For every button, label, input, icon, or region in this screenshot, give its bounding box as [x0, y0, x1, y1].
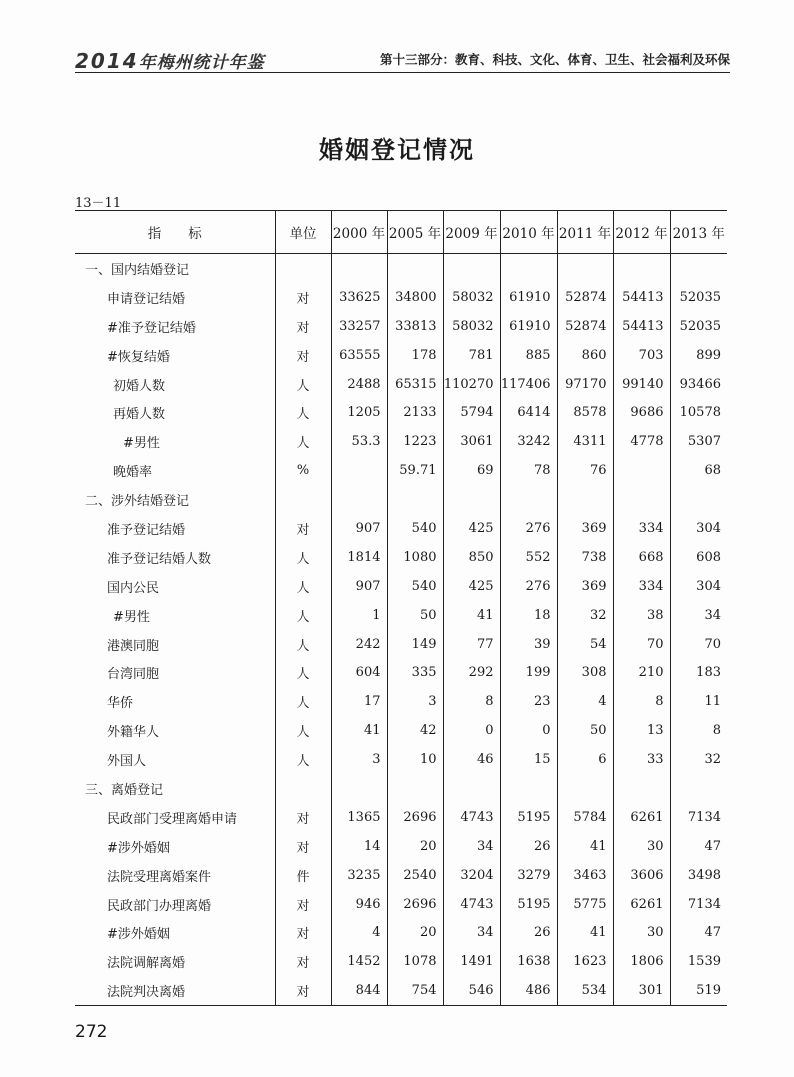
- value-cell: 10: [387, 745, 443, 774]
- value-cell: 50: [387, 601, 443, 630]
- value-cell: [331, 254, 387, 283]
- indicator-cell: #男性: [113, 609, 150, 625]
- table-row: [75, 370, 727, 399]
- unit-cell: 人: [275, 370, 331, 399]
- value-cell: [613, 254, 670, 283]
- table-row: [75, 832, 727, 861]
- indicator-cell: 法院判决离婚: [75, 976, 275, 1005]
- value-cell: 11: [670, 687, 727, 716]
- value-cell: 3: [331, 745, 387, 774]
- value-cell: 26: [500, 832, 557, 861]
- value-cell: 7134: [670, 890, 727, 919]
- page-header: [75, 48, 730, 73]
- unit-cell: 人: [275, 687, 331, 716]
- value-cell: 10578: [670, 398, 727, 427]
- table-row: [75, 716, 727, 745]
- unit-cell: 对: [275, 341, 331, 370]
- value-cell: 6414: [500, 398, 557, 427]
- unit-cell: [275, 254, 331, 283]
- value-cell: 304: [670, 572, 727, 601]
- value-cell: 1623: [557, 947, 613, 976]
- value-cell: 58032: [443, 312, 500, 341]
- value-cell: 14: [331, 832, 387, 861]
- value-cell: 61910: [500, 312, 557, 341]
- value-cell: [613, 774, 670, 803]
- value-cell: 1078: [387, 947, 443, 976]
- col-header-indicator: 指 标: [75, 211, 275, 254]
- value-cell: [443, 485, 500, 514]
- value-cell: 292: [443, 658, 500, 687]
- table-section-row: [75, 774, 727, 803]
- value-cell: 8: [670, 716, 727, 745]
- value-cell: 1365: [331, 803, 387, 832]
- value-cell: 608: [670, 543, 727, 572]
- value-cell: 4743: [443, 890, 500, 919]
- value-cell: 308: [557, 658, 613, 687]
- col-header-2005: 2005 年: [387, 211, 443, 254]
- value-cell: 33625: [331, 283, 387, 312]
- table-row: [75, 312, 727, 341]
- value-cell: 276: [500, 514, 557, 543]
- table-row: [75, 456, 727, 485]
- value-cell: 9686: [613, 398, 670, 427]
- value-cell: 552: [500, 543, 557, 572]
- value-cell: 946: [331, 890, 387, 919]
- table-row: [75, 630, 727, 659]
- value-cell: 17: [331, 687, 387, 716]
- value-cell: 33813: [387, 312, 443, 341]
- value-cell: 30: [613, 918, 670, 947]
- unit-cell: 对: [275, 947, 331, 976]
- value-cell: 1814: [331, 543, 387, 572]
- value-cell: 604: [331, 658, 387, 687]
- indicator-cell: 法院受理离婚案件: [107, 869, 212, 885]
- value-cell: [500, 254, 557, 283]
- unit-cell: 对: [275, 312, 331, 341]
- indicator-cell: 二、涉外结婚登记: [85, 494, 190, 510]
- value-cell: 52035: [670, 312, 727, 341]
- value-cell: 844: [331, 976, 387, 1005]
- value-cell: 77: [443, 630, 500, 659]
- value-cell: 907: [331, 572, 387, 601]
- value-cell: 242: [331, 630, 387, 659]
- value-cell: 5307: [670, 427, 727, 456]
- col-header-2011: 2011 年: [557, 211, 613, 254]
- value-cell: 183: [670, 658, 727, 687]
- value-cell: 4778: [613, 427, 670, 456]
- table-row: [75, 341, 727, 370]
- value-cell: 2696: [387, 890, 443, 919]
- indicator-cell: #男性: [123, 436, 160, 452]
- value-cell: 20: [387, 918, 443, 947]
- value-cell: 5775: [557, 890, 613, 919]
- unit-cell: %: [275, 456, 331, 485]
- value-cell: 3061: [443, 427, 500, 456]
- unit-cell: 对: [275, 918, 331, 947]
- value-cell: 276: [500, 572, 557, 601]
- unit-cell: 对: [275, 283, 331, 312]
- table-row: [75, 427, 727, 456]
- value-cell: 6261: [613, 890, 670, 919]
- value-cell: [387, 485, 443, 514]
- value-cell: 70: [613, 630, 670, 659]
- indicator-cell: #涉外婚姻: [107, 927, 170, 943]
- value-cell: 1223: [387, 427, 443, 456]
- table-row: [75, 918, 727, 947]
- value-cell: 97170: [557, 370, 613, 399]
- indicator-cell: 港澳同胞: [107, 638, 160, 654]
- indicator-cell: 初婚人数: [113, 378, 166, 394]
- table-row: [75, 658, 727, 687]
- indicator-cell: 晚婚率: [113, 465, 153, 481]
- unit-cell: 人: [275, 427, 331, 456]
- value-cell: [613, 456, 670, 485]
- unit-cell: 人: [275, 630, 331, 659]
- value-cell: 7134: [670, 803, 727, 832]
- value-cell: 1080: [387, 543, 443, 572]
- table-row: [75, 543, 727, 572]
- value-cell: 52035: [670, 283, 727, 312]
- value-cell: 52874: [557, 312, 613, 341]
- value-cell: 93466: [670, 370, 727, 399]
- unit-cell: 对: [275, 514, 331, 543]
- value-cell: 61910: [500, 283, 557, 312]
- value-cell: 63555: [331, 341, 387, 370]
- value-cell: 5195: [500, 890, 557, 919]
- value-cell: 3498: [670, 861, 727, 890]
- indicator-cell: #涉外婚姻: [107, 840, 170, 856]
- table-row: [75, 947, 727, 976]
- value-cell: 781: [443, 341, 500, 370]
- page-title: 婚姻登记情况: [319, 135, 475, 164]
- value-cell: 33257: [331, 312, 387, 341]
- value-cell: 47: [670, 832, 727, 861]
- value-cell: 69: [443, 456, 500, 485]
- col-header-unit: 单位: [275, 211, 331, 254]
- value-cell: 41: [557, 832, 613, 861]
- value-cell: [670, 485, 727, 514]
- value-cell: 8: [443, 687, 500, 716]
- value-cell: [443, 254, 500, 283]
- value-cell: [500, 774, 557, 803]
- value-cell: 4311: [557, 427, 613, 456]
- indicator-cell: #恢复结婚: [107, 349, 170, 365]
- value-cell: 54: [557, 630, 613, 659]
- value-cell: 3463: [557, 861, 613, 890]
- value-cell: 907: [331, 514, 387, 543]
- value-cell: 738: [557, 543, 613, 572]
- value-cell: [387, 774, 443, 803]
- col-header-2013: 2013 年: [670, 211, 727, 254]
- indicator-cell: 民政部门受理离婚申请: [107, 811, 238, 827]
- value-cell: 41: [331, 716, 387, 745]
- value-cell: 149: [387, 630, 443, 659]
- unit-cell: 人: [275, 601, 331, 630]
- value-cell: 15: [500, 745, 557, 774]
- unit-cell: 对: [275, 890, 331, 919]
- value-cell: 334: [613, 572, 670, 601]
- value-cell: 38: [613, 601, 670, 630]
- value-cell: 34800: [387, 283, 443, 312]
- value-cell: 0: [443, 716, 500, 745]
- table-row: [75, 890, 727, 919]
- value-cell: 0: [500, 716, 557, 745]
- value-cell: 3279: [500, 861, 557, 890]
- value-cell: [443, 774, 500, 803]
- table-row: [75, 976, 727, 1005]
- value-cell: 486: [500, 976, 557, 1005]
- value-cell: 1806: [613, 947, 670, 976]
- value-cell: 519: [670, 976, 727, 1005]
- value-cell: 54413: [613, 312, 670, 341]
- value-cell: 2696: [387, 803, 443, 832]
- value-cell: 32: [670, 745, 727, 774]
- value-cell: [331, 485, 387, 514]
- value-cell: 34: [443, 832, 500, 861]
- value-cell: 5195: [500, 803, 557, 832]
- indicator-cell: 再婚人数: [113, 407, 166, 423]
- value-cell: 369: [557, 514, 613, 543]
- value-cell: 301: [613, 976, 670, 1005]
- value-cell: 54413: [613, 283, 670, 312]
- unit-cell: 件: [275, 861, 331, 890]
- value-cell: 26: [500, 918, 557, 947]
- value-cell: 47: [670, 918, 727, 947]
- yearbook-name: 年梅州统计年鉴: [138, 53, 265, 73]
- table-row: [75, 572, 727, 601]
- unit-cell: 人: [275, 572, 331, 601]
- value-cell: 304: [670, 514, 727, 543]
- value-cell: 8578: [557, 398, 613, 427]
- value-cell: 78: [500, 456, 557, 485]
- value-cell: [670, 774, 727, 803]
- indicator-cell: 台湾同胞: [107, 667, 160, 683]
- value-cell: 6: [557, 745, 613, 774]
- col-header-2010: 2010 年: [500, 211, 557, 254]
- indicator-cell: 外国人: [107, 754, 147, 770]
- value-cell: 3606: [613, 861, 670, 890]
- value-cell: [557, 485, 613, 514]
- value-cell: 369: [557, 572, 613, 601]
- table-row: [75, 398, 727, 427]
- unit-cell: 人: [275, 716, 331, 745]
- value-cell: 1638: [500, 947, 557, 976]
- value-cell: 5794: [443, 398, 500, 427]
- unit-cell: 人: [275, 658, 331, 687]
- value-cell: 53.3: [331, 427, 387, 456]
- marriage-registration-table: [75, 210, 727, 1006]
- unit-cell: 人: [275, 543, 331, 572]
- value-cell: 42: [387, 716, 443, 745]
- value-cell: 1452: [331, 947, 387, 976]
- yearbook-year: 2014: [75, 49, 139, 73]
- value-cell: 3242: [500, 427, 557, 456]
- value-cell: 59.71: [387, 456, 443, 485]
- value-cell: 2133: [387, 398, 443, 427]
- value-cell: 110270: [443, 370, 500, 399]
- value-cell: 1539: [670, 947, 727, 976]
- indicator-cell: 民政部门办理离婚: [107, 898, 212, 914]
- value-cell: 754: [387, 976, 443, 1005]
- unit-cell: 人: [275, 745, 331, 774]
- value-cell: 70: [670, 630, 727, 659]
- value-cell: [557, 774, 613, 803]
- value-cell: 41: [557, 918, 613, 947]
- table-row: [75, 687, 727, 716]
- unit-cell: [275, 485, 331, 514]
- value-cell: 3: [387, 687, 443, 716]
- unit-cell: [275, 774, 331, 803]
- unit-cell: 人: [275, 398, 331, 427]
- table-row: [75, 803, 727, 832]
- value-cell: 860: [557, 341, 613, 370]
- page-number: 272: [75, 1022, 108, 1042]
- unit-cell: 对: [275, 976, 331, 1005]
- value-cell: 8: [613, 687, 670, 716]
- col-header-2012: 2012 年: [613, 211, 670, 254]
- indicator-cell: #准予登记结婚: [107, 320, 196, 336]
- table-header-row: [75, 211, 727, 254]
- value-cell: 58032: [443, 283, 500, 312]
- value-cell: 546: [443, 976, 500, 1005]
- value-cell: 117406: [500, 370, 557, 399]
- value-cell: 2540: [387, 861, 443, 890]
- indicator-cell: 三、离婚登记: [85, 782, 164, 798]
- value-cell: 34: [443, 918, 500, 947]
- value-cell: 52874: [557, 283, 613, 312]
- value-cell: [557, 254, 613, 283]
- section-title: 第十三部分：教育、科技、文化、体育、卫生、社会福利及环保: [379, 52, 730, 67]
- value-cell: 20: [387, 832, 443, 861]
- value-cell: 39: [500, 630, 557, 659]
- value-cell: 334: [613, 514, 670, 543]
- unit-cell: 对: [275, 803, 331, 832]
- value-cell: 18: [500, 601, 557, 630]
- value-cell: 1: [331, 601, 387, 630]
- table-row: [75, 861, 727, 890]
- col-header-2000: 2000 年: [331, 211, 387, 254]
- indicator-cell: 申请登记结婚: [107, 291, 186, 307]
- value-cell: 210: [613, 658, 670, 687]
- value-cell: 50: [557, 716, 613, 745]
- value-cell: 703: [613, 341, 670, 370]
- table-row: [75, 601, 727, 630]
- value-cell: [613, 485, 670, 514]
- value-cell: 850: [443, 543, 500, 572]
- table-row: [75, 514, 727, 543]
- value-cell: 3204: [443, 861, 500, 890]
- value-cell: 1205: [331, 398, 387, 427]
- value-cell: [331, 456, 387, 485]
- value-cell: 199: [500, 658, 557, 687]
- value-cell: 34: [670, 601, 727, 630]
- value-cell: 335: [387, 658, 443, 687]
- value-cell: 33: [613, 745, 670, 774]
- value-cell: 540: [387, 514, 443, 543]
- value-cell: 41: [443, 601, 500, 630]
- value-cell: [500, 485, 557, 514]
- value-cell: 32: [557, 601, 613, 630]
- value-cell: 99140: [613, 370, 670, 399]
- value-cell: 4743: [443, 803, 500, 832]
- value-cell: 668: [613, 543, 670, 572]
- table-row: [75, 745, 727, 774]
- value-cell: 4: [557, 687, 613, 716]
- indicator-cell: 一、国内结婚登记: [85, 262, 190, 278]
- value-cell: 540: [387, 572, 443, 601]
- table-code: 13－11: [75, 196, 122, 211]
- value-cell: 23: [500, 687, 557, 716]
- table-row: [75, 283, 727, 312]
- value-cell: 3235: [331, 861, 387, 890]
- yearbook-brand: [75, 48, 265, 73]
- value-cell: 4: [331, 918, 387, 947]
- value-cell: [331, 774, 387, 803]
- value-cell: [387, 254, 443, 283]
- value-cell: 425: [443, 514, 500, 543]
- unit-cell: 对: [275, 832, 331, 861]
- value-cell: 425: [443, 572, 500, 601]
- value-cell: 885: [500, 341, 557, 370]
- value-cell: 178: [387, 341, 443, 370]
- value-cell: 5784: [557, 803, 613, 832]
- col-header-2009: 2009 年: [443, 211, 500, 254]
- table-section-row: [75, 254, 727, 283]
- value-cell: 534: [557, 976, 613, 1005]
- value-cell: 65315: [387, 370, 443, 399]
- value-cell: 46: [443, 745, 500, 774]
- table-body: [75, 254, 727, 1006]
- indicator-cell: 华侨: [107, 696, 134, 712]
- value-cell: 68: [670, 456, 727, 485]
- indicator-cell: 准予登记结婚人数: [107, 551, 212, 567]
- value-cell: 6261: [613, 803, 670, 832]
- value-cell: 76: [557, 456, 613, 485]
- value-cell: 1491: [443, 947, 500, 976]
- value-cell: 30: [613, 832, 670, 861]
- value-cell: 2488: [331, 370, 387, 399]
- indicator-cell: 国内公民: [107, 580, 160, 596]
- table-section-row: [75, 485, 727, 514]
- value-cell: [670, 254, 727, 283]
- indicator-cell: 外籍华人: [107, 725, 160, 741]
- value-cell: 899: [670, 341, 727, 370]
- value-cell: 13: [613, 716, 670, 745]
- indicator-cell: 法院调解离婚: [107, 956, 186, 972]
- indicator-cell: 准予登记结婚: [107, 522, 186, 538]
